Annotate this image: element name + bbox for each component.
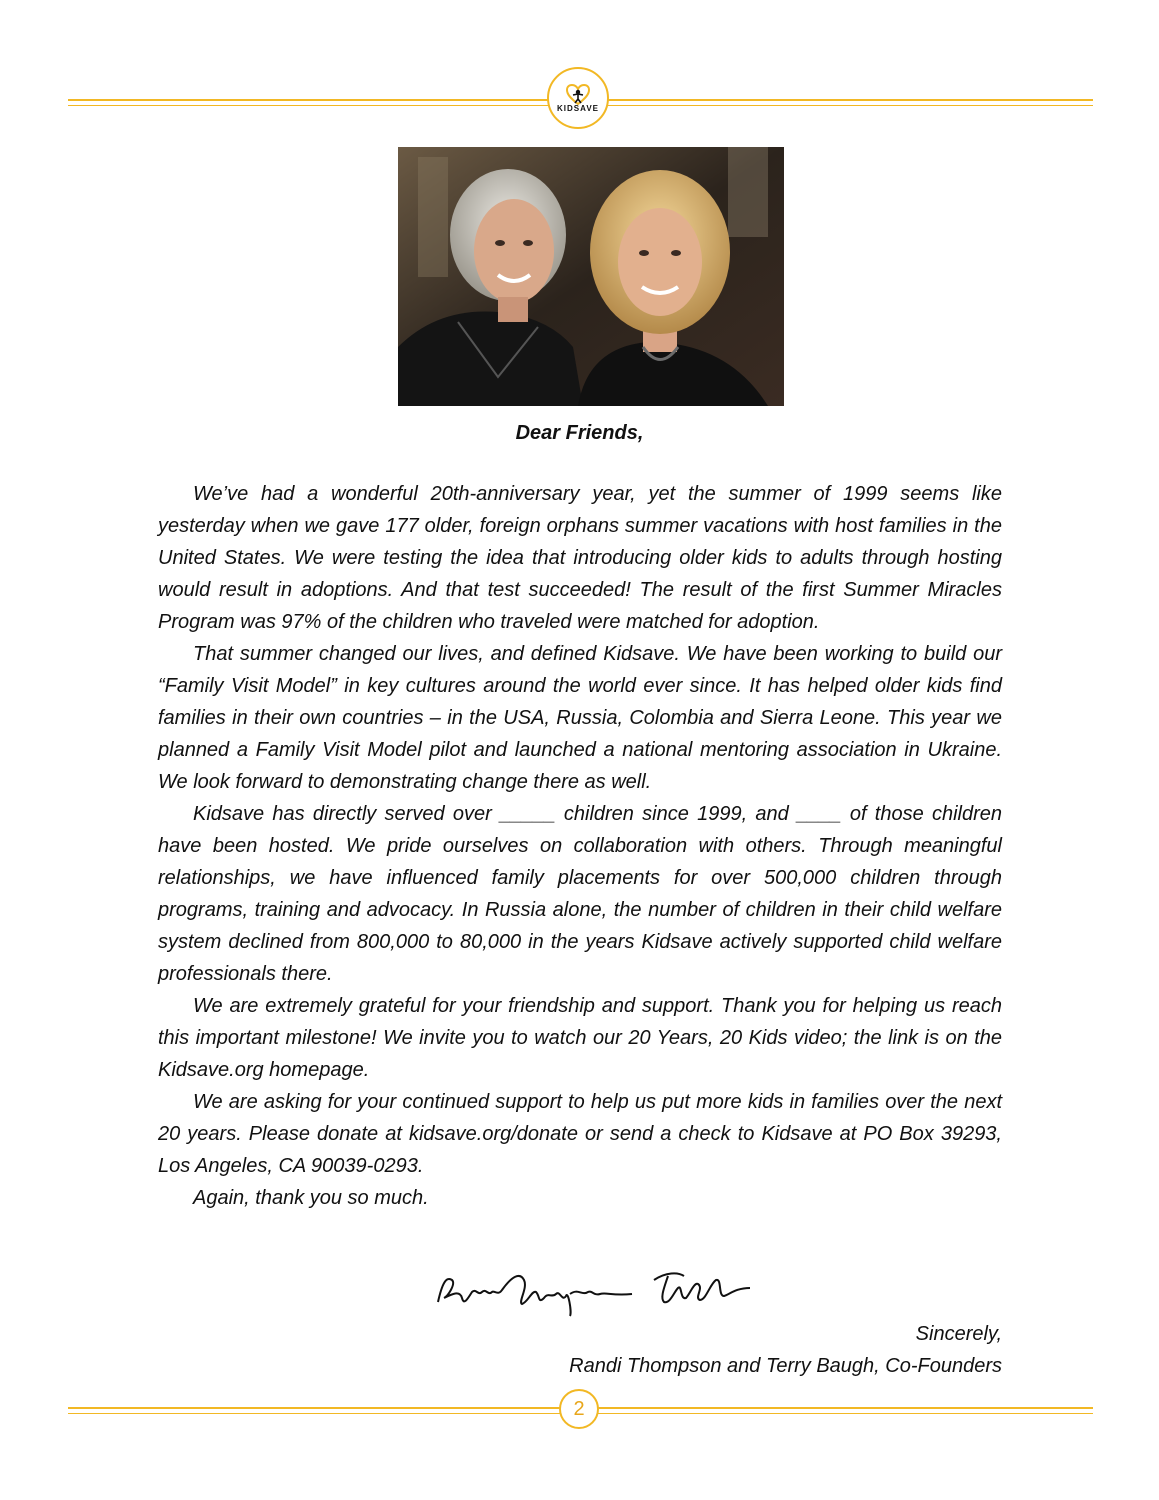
logo-wordmark: KIDSAVE	[557, 103, 599, 113]
kidsave-logo	[547, 67, 609, 129]
letter-closing	[569, 1318, 1002, 1382]
founders-photo	[398, 147, 784, 406]
letter-paragraph: Kidsave has directly served over _____ children since 1999, and ____ of those children have been hosted. We pride ourselves on collaboration with others. Through meaningful relationships, we have influenced family placements for over 500,000 children through programs, training and advocacy. In Russia alone, the number of children in their child welfare system declined from 800,000 to 80,000 in the years Kidsave actively supported child welfare professionals there.	[158, 803, 1002, 985]
letter-paragraph: We’ve had a wonderful 20th-anniversary year, yet the summer of 1999 seems like yesterday when we gave 177 older, foreign orphans summer vacations with host families in the United States. We were testing the idea that introducing older kids to adults through hosting would result in adoptions. And that test succeeded! The result of the first Summer Miracles Program was 97% of the children who traveled were matched for adoption.	[158, 483, 1002, 633]
sign-off: Sincerely,	[915, 1323, 1002, 1345]
founders-photo-image	[398, 147, 784, 406]
heart-figure-icon	[565, 84, 591, 106]
letter-paragraph: We are extremely grateful for your friendship and support. Thank you for helping us reach this important milestone! We invite you to watch our 20 Years, 20 Kids video; the link is on the Kidsave.org homepage.	[158, 995, 1002, 1081]
founders-signature	[432, 1262, 762, 1320]
letter-paragraph: That summer changed our lives, and defined Kidsave. We have been working to build our “Family Visit Model” in key cultures around the world ever since. It has helped older kids find families in their own countries – in the USA, Russia, Colombia and Sierra Leone. This year we planned a Family Visit Model pilot and launched a national mentoring association in Ukraine. We look forward to demonstrating change there as well.	[158, 643, 1002, 793]
letter-paragraph: We are asking for your continued support to help us put more kids in families over the next 20 years. Please donate at kidsave.org/donate or send a check to Kidsave at PO Box 39293, Los Angeles, CA 90039-0293.	[158, 1091, 1002, 1177]
letter-greeting: Dear Friends,	[515, 422, 644, 444]
letter-body	[158, 478, 1002, 1214]
page-number: 2	[559, 1389, 599, 1429]
letter-paragraph: Again, thank you so much.	[193, 1187, 429, 1209]
signatories: Randi Thompson and Terry Baugh, Co-Founders	[569, 1355, 1002, 1377]
